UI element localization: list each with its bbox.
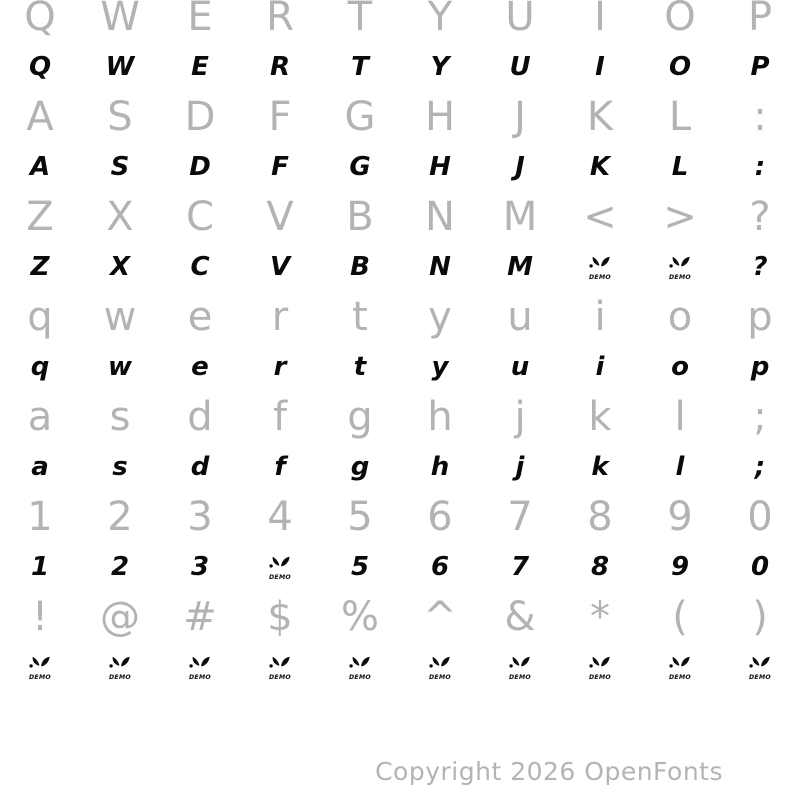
char-cell: X	[109, 252, 131, 282]
char-cell: k	[591, 452, 609, 482]
char-cell: s	[112, 452, 128, 482]
char-cell: W	[100, 0, 140, 40]
char-cell: ;	[754, 452, 766, 482]
char-cell: d	[190, 452, 210, 482]
char-cell: ?	[752, 252, 768, 282]
char-cell: u	[507, 294, 533, 340]
demo-splat-icon	[588, 654, 612, 681]
char-cell: l	[675, 452, 685, 482]
svg-text:DEMO: DEMO	[109, 673, 131, 681]
char-cell: N	[429, 252, 451, 282]
char-cell: 2	[110, 552, 130, 582]
svg-text:DEMO: DEMO	[269, 573, 291, 581]
char-cell: 9	[667, 494, 693, 540]
char-cell: H	[424, 94, 456, 140]
char-cell: 2	[107, 494, 133, 540]
demo-glyph-cell	[320, 642, 400, 692]
demo-splat-icon	[108, 654, 132, 681]
svg-text:DEMO: DEMO	[269, 673, 291, 681]
svg-text:DEMO: DEMO	[349, 673, 371, 681]
char-cell: X	[106, 194, 134, 240]
glyph-row-3-regular	[0, 92, 800, 142]
char-cell: J	[515, 152, 525, 182]
char-cell: ;	[753, 394, 767, 440]
demo-splat-icon	[668, 254, 692, 281]
char-cell: u	[510, 352, 530, 382]
svg-text:DEMO: DEMO	[749, 673, 771, 681]
demo-glyph-cell	[240, 642, 320, 692]
svg-text:DEMO: DEMO	[509, 673, 531, 681]
char-cell: E	[187, 0, 213, 40]
char-cell: e	[187, 294, 213, 340]
demo-glyph-cell	[640, 242, 720, 292]
svg-text:DEMO: DEMO	[429, 673, 451, 681]
char-cell: I	[595, 52, 605, 82]
char-cell: L	[668, 94, 692, 140]
char-cell: 5	[347, 494, 373, 540]
svg-text:DEMO: DEMO	[589, 273, 611, 281]
char-cell: 1	[27, 494, 53, 540]
glyph-row-5-regular	[0, 192, 800, 242]
demo-splat-icon	[748, 654, 772, 681]
char-cell: T	[347, 0, 373, 40]
char-cell: y	[428, 294, 452, 340]
glyph-row-14-bold-italic	[0, 642, 800, 692]
char-cell: M	[502, 194, 538, 240]
char-cell: F	[268, 94, 292, 140]
char-cell: d	[187, 394, 213, 440]
char-cell: V	[269, 252, 291, 282]
char-cell: 8	[590, 552, 610, 582]
char-cell: w	[107, 352, 133, 382]
char-cell: p	[750, 352, 770, 382]
char-cell: s	[109, 394, 131, 440]
char-cell: U	[505, 0, 535, 40]
demo-glyph-cell	[560, 642, 640, 692]
char-cell: L	[671, 152, 689, 182]
demo-glyph-cell	[640, 642, 720, 692]
demo-glyph-cell	[720, 642, 800, 692]
char-cell: 7	[510, 552, 530, 582]
char-cell: B	[350, 252, 370, 282]
char-cell: 1	[30, 552, 50, 582]
glyph-row-12-bold-italic	[0, 542, 800, 592]
demo-glyph-cell	[400, 642, 480, 692]
char-cell: o	[671, 352, 689, 382]
copyright-text: Copyright 2026 OpenFonts	[375, 757, 723, 786]
char-cell: r	[271, 294, 289, 340]
char-cell: e	[191, 352, 209, 382]
char-cell: %	[340, 594, 379, 640]
char-cell: K	[586, 94, 614, 140]
char-cell: t	[353, 352, 367, 382]
demo-glyph-cell	[480, 642, 560, 692]
char-cell: 0	[750, 552, 770, 582]
svg-text:DEMO: DEMO	[669, 673, 691, 681]
char-cell: f	[272, 394, 288, 440]
char-cell: P	[750, 52, 770, 82]
demo-splat-icon	[268, 654, 292, 681]
char-cell: 9	[670, 552, 690, 582]
char-cell: Y	[427, 0, 453, 40]
char-cell: o	[667, 294, 693, 340]
char-cell: N	[425, 194, 455, 240]
demo-splat-icon	[428, 654, 452, 681]
char-cell: E	[191, 52, 209, 82]
char-cell: j	[514, 394, 526, 440]
char-cell: f	[274, 452, 286, 482]
char-cell: O	[664, 0, 696, 40]
svg-text:DEMO: DEMO	[669, 273, 691, 281]
char-cell: h	[427, 394, 453, 440]
char-cell: M	[507, 252, 533, 282]
glyph-row-8-bold-italic	[0, 342, 800, 392]
demo-glyph-cell	[80, 642, 160, 692]
char-cell: i	[595, 352, 605, 382]
char-cell: A	[26, 94, 54, 140]
char-cell: T	[351, 52, 369, 82]
char-cell: h	[430, 452, 450, 482]
char-cell: g	[350, 452, 370, 482]
char-cell: K	[589, 152, 611, 182]
char-cell: F	[271, 152, 289, 182]
char-cell: p	[747, 294, 773, 340]
char-cell: $	[267, 594, 293, 640]
char-cell: !	[31, 594, 49, 640]
char-cell: 3	[190, 552, 210, 582]
char-cell: A	[29, 152, 51, 182]
glyph-row-9-regular	[0, 392, 800, 442]
char-cell: G	[349, 152, 371, 182]
demo-splat-icon	[588, 254, 612, 281]
svg-text:DEMO: DEMO	[29, 673, 51, 681]
char-cell: :	[754, 152, 766, 182]
char-cell: H	[429, 152, 451, 182]
char-cell: 5	[350, 552, 370, 582]
glyph-row-1-regular	[0, 0, 800, 42]
char-cell: G	[344, 94, 376, 140]
demo-splat-icon	[268, 554, 292, 581]
char-cell: 7	[507, 494, 533, 540]
char-cell: w	[103, 294, 137, 340]
char-cell: R	[269, 52, 291, 82]
char-cell: i	[594, 294, 606, 340]
demo-splat-icon	[668, 654, 692, 681]
char-cell: q	[27, 294, 53, 340]
char-cell: P	[747, 0, 773, 40]
char-cell: Z	[30, 252, 50, 282]
demo-splat-icon	[348, 654, 372, 681]
char-cell: @	[100, 594, 140, 640]
char-cell: 8	[587, 494, 613, 540]
char-cell: *	[590, 594, 610, 640]
char-cell: B	[346, 194, 374, 240]
char-cell: Y	[430, 52, 450, 82]
char-cell: D	[184, 94, 216, 140]
char-cell: ^	[423, 594, 457, 640]
char-cell: t	[352, 294, 368, 340]
char-cell: &	[504, 594, 536, 640]
char-cell: Q	[28, 52, 52, 82]
demo-splat-icon	[508, 654, 532, 681]
demo-glyph-cell	[160, 642, 240, 692]
char-cell: 6	[427, 494, 453, 540]
char-cell: D	[189, 152, 211, 182]
glyph-row-11-regular	[0, 492, 800, 542]
char-cell: q	[30, 352, 50, 382]
glyph-row-6-bold-italic	[0, 242, 800, 292]
char-cell: O	[668, 52, 692, 82]
char-cell: y	[431, 352, 449, 382]
char-cell: 4	[267, 494, 293, 540]
char-cell: 3	[187, 494, 213, 540]
char-cell: S	[110, 152, 130, 182]
char-cell: ?	[749, 194, 771, 240]
glyph-row-7-regular	[0, 292, 800, 342]
char-cell: 0	[747, 494, 773, 540]
char-cell: W	[105, 52, 135, 82]
demo-glyph-cell	[240, 542, 320, 592]
char-cell: j	[515, 452, 525, 482]
char-cell: S	[107, 94, 133, 140]
char-cell: g	[347, 394, 373, 440]
char-cell: :	[753, 94, 767, 140]
char-cell: (	[672, 594, 688, 640]
glyph-row-4-bold-italic	[0, 142, 800, 192]
char-cell: )	[752, 594, 768, 640]
char-cell: a	[27, 394, 53, 440]
char-cell: C	[190, 252, 210, 282]
char-cell: >	[663, 194, 697, 240]
glyph-row-10-bold-italic	[0, 442, 800, 492]
char-cell: r	[273, 352, 287, 382]
char-cell: C	[186, 194, 214, 240]
glyph-row-13-regular	[0, 592, 800, 642]
demo-splat-icon	[188, 654, 212, 681]
demo-glyph-cell	[0, 642, 80, 692]
char-cell: <	[583, 194, 617, 240]
char-cell: l	[674, 394, 686, 440]
char-cell: J	[514, 94, 526, 140]
char-cell: V	[266, 194, 294, 240]
char-cell: #	[183, 594, 217, 640]
char-cell: Z	[26, 194, 54, 240]
char-cell: U	[509, 52, 531, 82]
char-cell: 6	[430, 552, 450, 582]
char-cell: R	[266, 0, 294, 40]
demo-glyph-cell	[560, 242, 640, 292]
svg-text:DEMO: DEMO	[589, 673, 611, 681]
demo-splat-icon	[28, 654, 52, 681]
glyph-row-2-bold-italic	[0, 42, 800, 92]
char-cell: Q	[24, 0, 56, 40]
char-cell: I	[594, 0, 606, 40]
char-cell: k	[588, 394, 612, 440]
char-cell: a	[31, 452, 49, 482]
svg-text:DEMO: DEMO	[189, 673, 211, 681]
